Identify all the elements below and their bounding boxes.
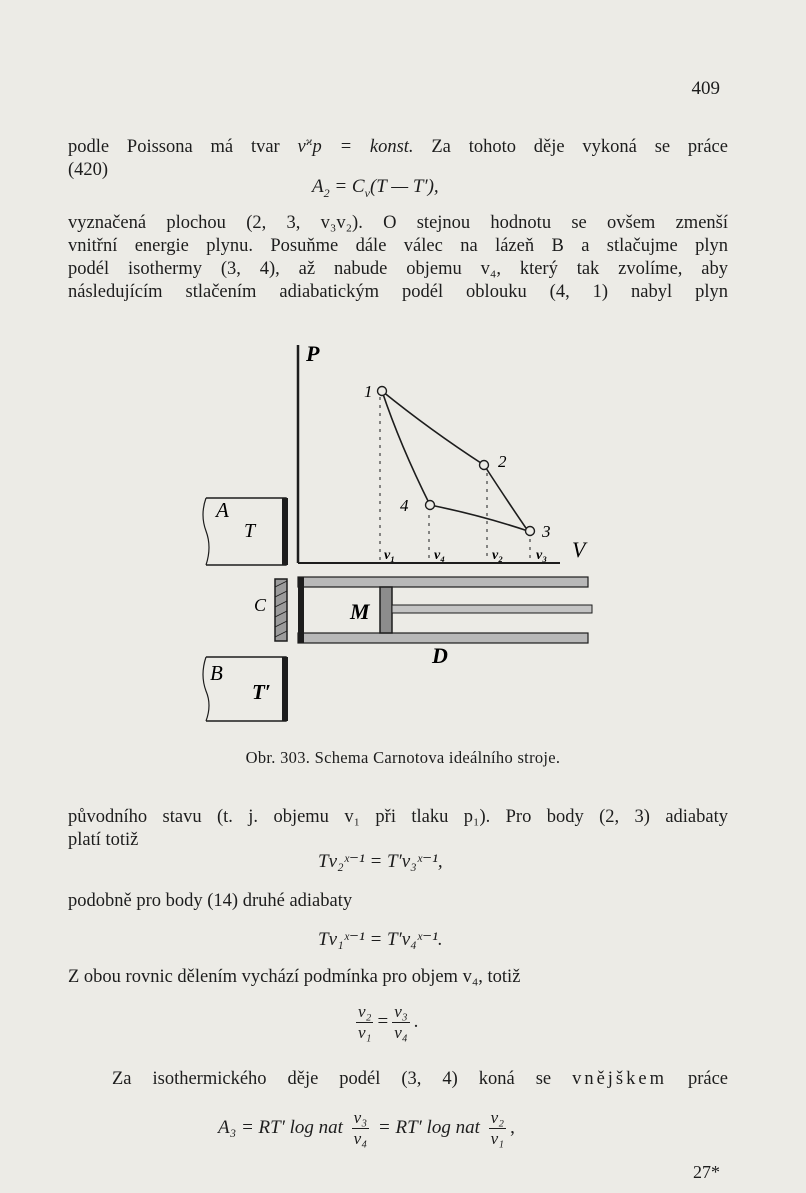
bath-b [203, 657, 288, 721]
paragraph-1: vyznačená plochou (2, 3, v₃v₂). O stejnou hodnotu se ovšem zmenší vnitřní energie plynu. Posuňme dále válec na lázeň B a stlačujme plyn podél isothermy (3, 4), až nabude objemu v₄, který tak zvolíme, aby následujícím stlačením adiabatickým podél oblouku (4, 1) nabyl plyn [68, 213, 728, 302]
bath-a-temp: T [244, 520, 256, 542]
piston-rod [392, 605, 592, 613]
signature-mark: 27* [693, 1162, 720, 1182]
piston-label: M [350, 599, 370, 624]
point-4 [426, 501, 435, 510]
axis-p-label: P [306, 341, 320, 366]
paragraph-5: Za isothermického děje podél (3, 4) koná se vnějškem práce [112, 1069, 729, 1089]
v1-label: v₁ [384, 548, 396, 563]
equation-adiabat-2: Tv₁ˣ⁻¹ = T′v₄ˣ⁻¹. [318, 929, 443, 950]
adiabat-4-1 [382, 391, 430, 505]
point-3 [526, 527, 535, 536]
page-number: 409 [691, 78, 720, 99]
paragraph-4: Z obou rovnic dělením vychází podmínka pro objem v₄, totiž [68, 967, 521, 987]
paragraph-3: podobně pro body (14) druhé adiabaty [68, 891, 353, 911]
equation-ref: (420) [68, 160, 109, 181]
intro-line: podle Poissona má tvar $v^ϰp$ = konst. Za tohoto děje vykoná se práce (420) [68, 134, 728, 181]
equation-ratio: $\frac{\text{v₂}}{\text{v₁}}$ = $\frac{\text{v₃}}{\text{v₄}}$ . [358, 1002, 419, 1042]
insulator-label: C [254, 595, 267, 615]
point-4-label: 4 [400, 496, 409, 515]
carnot-figure [0, 335, 806, 735]
v3-label: v₃ [536, 548, 548, 563]
v4-label: v₄ [434, 548, 446, 563]
bath-a-letter: A [216, 498, 229, 522]
bath-b-letter: B [210, 661, 223, 685]
paragraph-2: původního stavu (t. j. objemu v₁ při tlaku p₁). Pro body (2, 3) adiabaty platí totiž [68, 807, 728, 850]
piston [380, 587, 392, 633]
point-2 [480, 461, 489, 470]
bath-b-temp: T′ [252, 680, 271, 704]
point-3-label: 3 [542, 522, 551, 541]
equation-a3: A₃ = RT′ log nat $\frac{\text{v₃}}{\text{v₄}}$ = RT′ log nat $\frac{\text{v₂}}{\text{v₁}}$ , [218, 1108, 515, 1148]
cylinder [298, 577, 592, 668]
v2-label: v₂ [492, 548, 504, 563]
axis-v-label: V [572, 537, 586, 562]
bath-a [203, 498, 288, 565]
point-2-label: 2 [498, 452, 507, 471]
cylinder-label: D [432, 643, 448, 668]
equation-adiabat-1: Tv₂ˣ⁻¹ = T′v₃ˣ⁻¹, [318, 851, 443, 872]
adiabat-2-3 [484, 465, 528, 531]
figure-caption: Obr. 303. Schema Carnotova ideálního stroje. [245, 748, 561, 767]
point-1-label: 1 [364, 382, 373, 401]
equation-a2: $A_2 = C_v(T$ — T′), [312, 176, 439, 200]
point-1 [378, 387, 387, 396]
isotherm-1-2 [382, 391, 484, 465]
